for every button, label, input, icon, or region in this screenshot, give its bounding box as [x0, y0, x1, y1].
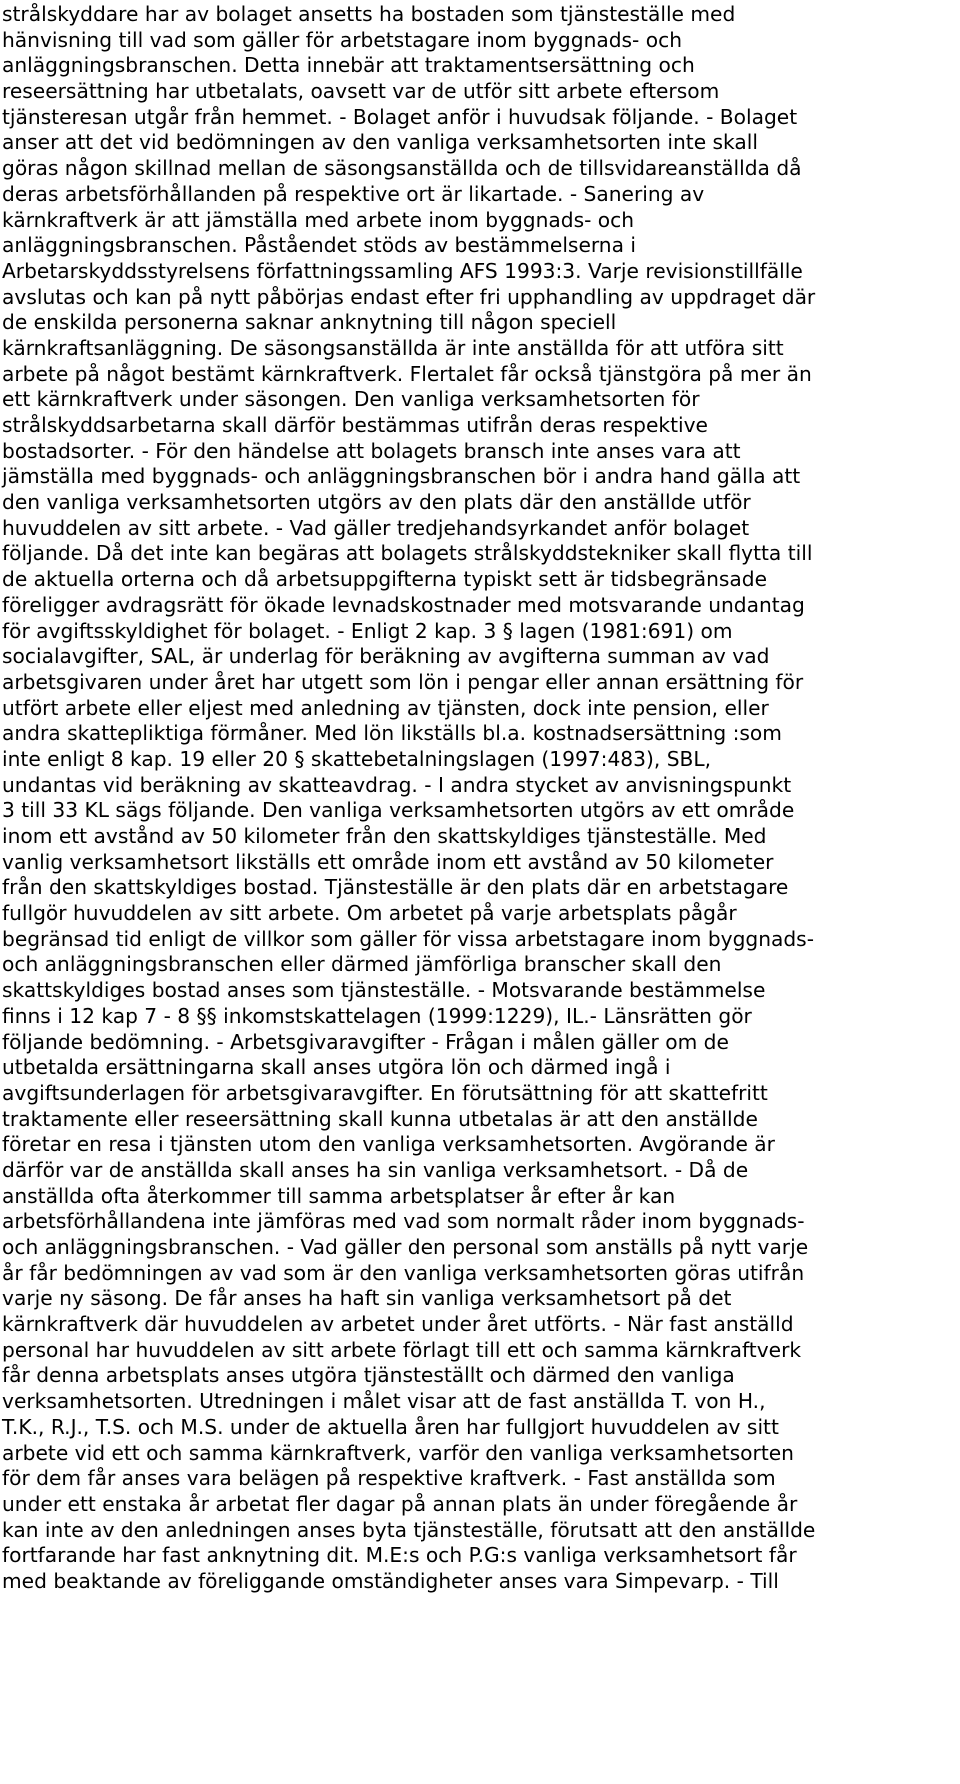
text-line: med beaktande av föreliggande omständigheter anses vara Simpevarp. - Till — [2, 1568, 779, 1593]
text-line: anställda ofta återkommer till samma arbetsplatser år efter år kan — [2, 1183, 676, 1208]
text-line: för avgiftsskyldighet för bolaget. - Enligt 2 kap. 3 § lagen (1981:691) om — [2, 618, 733, 643]
text-line: bostadsorter. - För den händelse att bolagets bransch inte anses vara att — [2, 438, 741, 463]
text-line: strålskyddsarbetarna skall därför bestämmas utifrån deras respektive — [2, 413, 708, 437]
text-line: begränsad tid enligt de villkor som gäller för vissa arbetstagare inom byggnads- — [2, 926, 814, 951]
text-line: traktamente eller reseersättning skall kunna utbetalas är att den anställde — [2, 1106, 758, 1131]
text-line: personal har huvuddelen av sitt arbete förlagt till ett och samma kärnkraftverk — [2, 1337, 802, 1362]
text-line: kan inte av den anledningen anses byta tjänsteställe, förutsatt att den anställde — [2, 1517, 816, 1542]
text-line: reseersättning har utbetalats, oavsett var de utför sitt arbete eftersom — [2, 79, 720, 104]
text-line: kärnkraftverk där huvuddelen av arbetet under året utförts. - När fast anställd — [2, 1312, 794, 1337]
text-line: anser att det vid bedömningen av den vanliga verksamhetsorten inte skall — [2, 130, 758, 155]
text-line: arbete på något bestämt kärnkraftverk. Flertalet får också tjänstgöra på mer än — [2, 361, 812, 386]
text-line: vanlig verksamhetsort likställs ett område inom ett avstånd av 50 kilometer — [2, 849, 774, 874]
document-body — [2, 2, 960, 1595]
text-line: utbetalda ersättningarna skall anses utgöra lön och därmed ingå i — [2, 1055, 671, 1080]
text-line: andra skattepliktiga förmåner. Med lön likställs bl.a. kostnadsersättning :som — [2, 721, 782, 746]
text-line: finns i 12 kap 7 - 8 §§ inkomstskattelagen (1999:1229), IL.- Länsrätten gör — [2, 1003, 752, 1028]
text-line: avslutas och kan på nytt påbörjas endast efter fri upphandling av uppdraget där — [2, 284, 816, 309]
text-line: får denna arbetsplats anses utgöra tjänsteställt och därmed den vanliga — [2, 1363, 735, 1388]
text-line: anläggningsbranschen. Detta innebär att traktamentsersättning och — [2, 53, 695, 78]
text-line: arbete vid ett och samma kärnkraftverk, varför den vanliga verksamhetsorten — [2, 1440, 794, 1465]
text-line: varje ny säsong. De får anses ha haft sin vanliga verksamhetsort på det — [2, 1286, 732, 1311]
text-line: företar en resa i tjänsten utom den vanliga verksamhetsorten. Avgörande är — [2, 1132, 775, 1157]
text-line: från den skattskyldiges bostad. Tjänsteställe är den plats där en arbetstagare — [2, 875, 789, 900]
text-line: därför var de anställda skall anses ha sin vanliga verksamhetsort. - Då de — [2, 1157, 749, 1182]
text-line: föreligger avdragsrätt för ökade levnadskostnader med motsvarande undantag — [2, 592, 805, 617]
text-line: arbetsgivaren under året har utgett som lön i pengar eller annan ersättning för — [2, 669, 804, 694]
text-line: den vanliga verksamhetsorten utgörs av den plats där den anställde utför — [2, 490, 751, 515]
text-line: de enskilda personerna saknar anknytning till någon speciell — [2, 310, 617, 335]
text-line: skattskyldiges bostad anses som tjänsteställe. - Motsvarande bestämmelse — [2, 978, 766, 1003]
text-line: strålskyddare har av bolaget ansetts ha bostaden som tjänsteställe med — [2, 2, 736, 26]
text-line: anläggningsbranschen. Påståendet stöds av bestämmelserna i — [2, 233, 637, 258]
text-line: inom ett avstånd av 50 kilometer från den skattskyldiges tjänsteställe. Med — [2, 824, 767, 848]
text-line: huvuddelen av sitt arbete. - Vad gäller tredjehandsyrkandet anför bolaget — [2, 515, 750, 540]
text-line: tjänsteresan utgår från hemmet. - Bolaget anför i huvudsak följande. - Bolaget — [2, 104, 798, 129]
text-line: inte enligt 8 kap. 19 eller 20 § skattebetalningslagen (1997:483), SBL, — [2, 746, 712, 771]
text-line: göras någon skillnad mellan de säsongsanställda och de tillsvidareanställda då — [2, 156, 802, 181]
text-line: Arbetarskyddsstyrelsens författningssamling AFS 1993:3. Varje revisionstillfälle — [2, 258, 803, 283]
text-line: ett kärnkraftverk under säsongen. Den vanliga verksamhetsorten för — [2, 387, 700, 412]
text-line: verksamhetsorten. Utredningen i målet visar att de fast anställda T. von H., — [2, 1389, 766, 1414]
text-line: utfört arbete eller eljest med anledning av tjänsten, dock inte pension, eller — [2, 695, 769, 720]
text-line: 3 till 33 KL sägs följande. Den vanliga verksamhetsorten utgörs av ett område — [2, 798, 795, 823]
text-line: arbetsförhållandena inte jämföras med vad som normalt råder inom byggnads- — [2, 1209, 805, 1234]
text-line: T.K., R.J., T.S. och M.S. under de aktuella åren har fullgjort huvuddelen av sitt — [2, 1414, 779, 1439]
text-line: avgiftsunderlagen för arbetsgivaravgifter. En förutsättning för att skattefritt — [2, 1080, 768, 1105]
text-line: och anläggningsbranschen. - Vad gäller den personal som anställs på nytt varje — [2, 1235, 809, 1259]
text-line: fullgör huvuddelen av sitt arbete. Om arbetet på varje arbetsplats pågår — [2, 901, 737, 926]
text-line: de aktuella orterna och då arbetsuppgifterna typiskt sett är tidsbegränsade — [2, 567, 768, 592]
text-line: undantas vid beräkning av skatteavdrag. - I andra stycket av anvisningspunkt — [2, 772, 792, 797]
text-line: kärnkraftverk är att jämställa med arbete inom byggnads- och — [2, 207, 635, 232]
text-line: för dem får anses vara belägen på respektive kraftverk. - Fast anställda som — [2, 1466, 776, 1491]
text-line: följande bedömning. - Arbetsgivaravgifter - Frågan i målen gäller om de — [2, 1029, 729, 1054]
text-line: hänvisning till vad som gäller för arbetstagare inom byggnads- och — [2, 27, 683, 52]
text-line: följande. Då det inte kan begäras att bolagets strålskyddstekniker skall flytta till — [2, 541, 813, 566]
text-line: deras arbetsförhållanden på respektive ort är likartade. - Sanering av — [2, 181, 705, 206]
text-line: och anläggningsbranschen eller därmed jämförliga branscher skall den — [2, 952, 722, 977]
text-line: jämställa med byggnads- och anläggningsbranschen bör i andra hand gälla att — [2, 464, 801, 489]
text-line: socialavgifter, SAL, är underlag för beräkning av avgifterna summan av vad — [2, 644, 770, 669]
text-line: år får bedömningen av vad som är den vanliga verksamhetsorten göras utifrån — [2, 1260, 805, 1285]
text-line: kärnkraftsanläggning. De säsongsanställda är inte anställda för att utföra sitt — [2, 335, 784, 360]
text-line: under ett enstaka år arbetat fler dagar på annan plats än under föregående år — [2, 1491, 798, 1516]
text-line: fortfarande har fast anknytning dit. M.E:s och P.G:s vanliga verksamhetsort får — [2, 1543, 797, 1568]
